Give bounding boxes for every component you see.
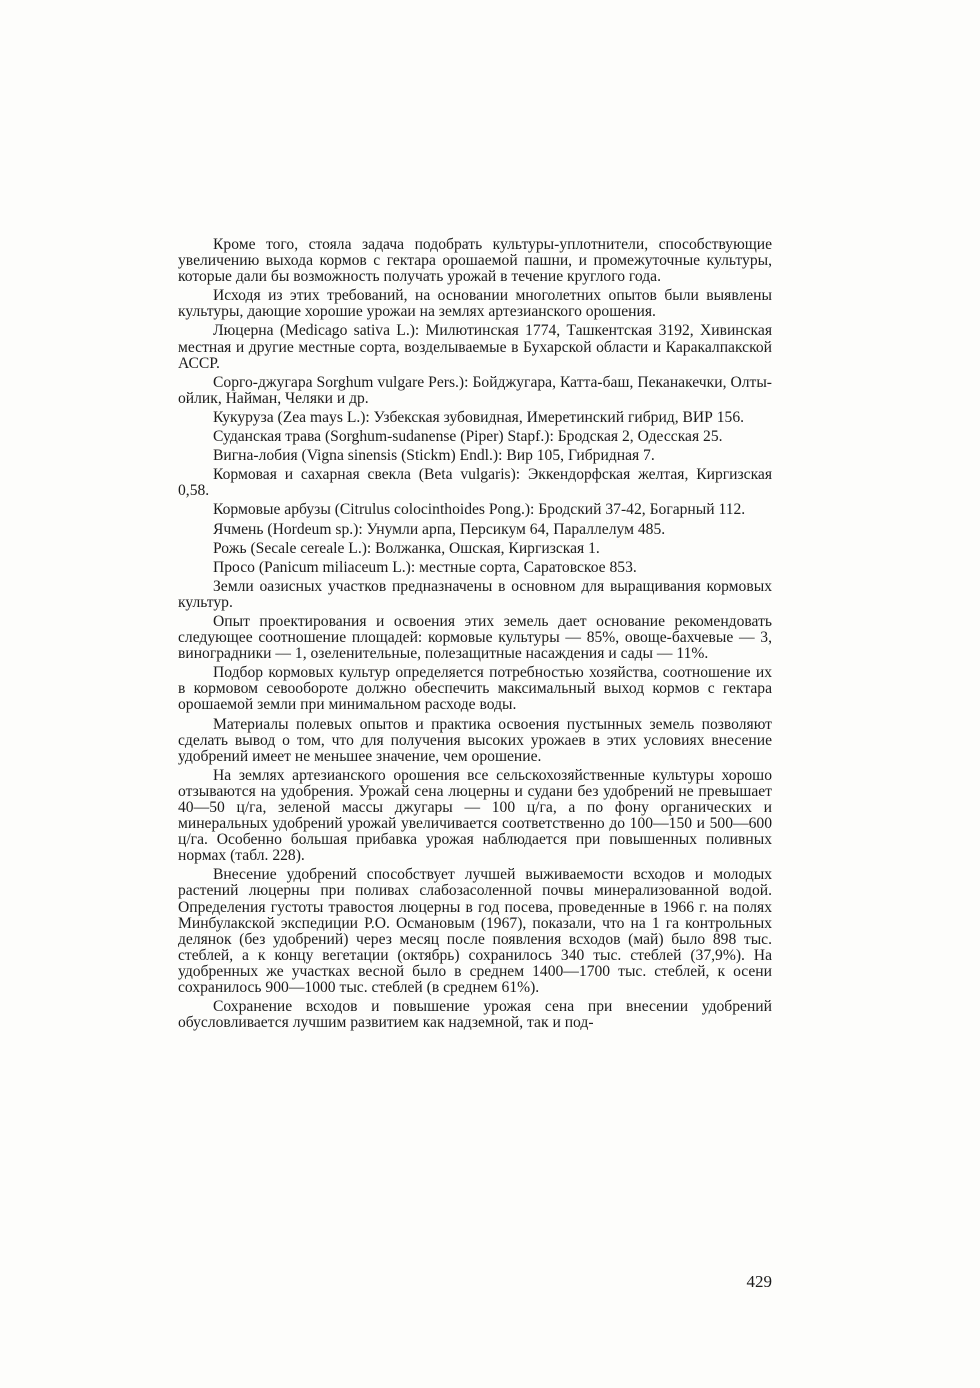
paragraph: Вигна-лобия (Vigna sinensis (Stickm) Endl.): Вир 105, Гибридная 7. — [213, 447, 655, 465]
paragraph: Земли оазисных участков предназначены в основном для выращивания кормовых культур. — [178, 577, 772, 611]
paragraph: Сорго-джугара Sorghum vulgare Pers.): Бойджугара, Катта-баш, Пеканакечки, Олты-ойлик, Найман, Челяки и др. — [178, 373, 772, 407]
paragraph: Ячмень (Hordeum sp.): Унумли арпа, Персикум 64, Параллелум 485. — [213, 520, 666, 538]
paragraph: Суданская трава (Sorghum-sudanense (Piper) Stapf.): Бродская 2, Одесская 25. — [213, 428, 723, 446]
page-number: 429 — [746, 1272, 772, 1291]
paragraph: Кормовые арбузы (Citrulus colocinthoides Pong.): Бродский 37-42, Богарный 112. — [213, 501, 746, 519]
paragraph: Опыт проектирования и освоения этих земель дает основание рекомендовать следующее соотношение площадей: кормовые культуры — 85%, овоще-бахчевые — 3, виноградники — 1, озеленительные, полезащитные насаждения и сады — 11%. — [178, 612, 772, 663]
paragraph: Кроме того, стояла задача подобрать культуры-уплотнители, способствующие увеличению выхода кормов с гектара орошаемой пашни, и промежуточные культуры, которые дали бы возможность получать урожай в течение круглого года. — [178, 236, 772, 286]
paragraph: Рожь (Secale cereale L.): Волжанка, Ошская, Киргизская 1. — [213, 539, 600, 557]
body-text — [178, 237, 772, 1034]
paragraph: Подбор кормовых культур определяется потребностью хозяйства, соотношение их в кормовом севообороте должно обеспечить максимальный выход кормов с гектара орошаемой земли при минимальном расходе воды. — [178, 664, 772, 714]
paragraph: Кукуруза (Zea mays L.): Узбекская зубовидная, Имеретинский гибрид, ВИР 156. — [213, 408, 745, 426]
paragraph: Люцерна (Medicago sativa L.): Милютинская 1774, Ташкентская 3192, Хивинская местная и другие местные сорта, возделываемые в Бухарской области и Каракалпакской АССР. — [178, 322, 772, 372]
paragraph: На землях артезианского орошения все сельскохозяйственные культуры хорошо отзываются на удобрения. Урожай сена люцерны и судани без удобрений не превышает 40—50 ц/га, зеленой массы джугары — 100 ц/га, а по фону органических и минеральных удобрений урожай увеличивается соответственно до 100—150 и 500—600 ц/га. Особенно большая прибавка урожая наблюдается при повышенных поливных нормах (табл. 228). — [178, 766, 772, 865]
paragraph: Внесение удобрений способствует лучшей выживаемости всходов и молодых растений люцерны при поливах слабозасоленной почвы минерализованной водой. Определения густоты травостоя люцерны в год посева, проведенные в 1966 г. на полях Минбулакской экспедиции Р.О. Османовым (1967), показали, что на 1 га контрольных делянок (без удобрений) через месяц после появления всходов (май) было 898 тыс. стеблей, а к концу вегетации (октябрь) сохранилось 340 тыс. стеблей (37,9%). На удобренных же участках весной было в среднем 1400—1700 тыс. стеблей, к осени сохранилось 900—1000 тыс. стеблей (в среднем 61%). — [178, 866, 772, 997]
paragraph: Кормовая и сахарная свекла (Beta vulgaris): Эккендорфская желтая, Киргизская 0,58. — [178, 466, 772, 500]
paragraph: Просо (Panicum miliaceum L.): местные сорта, Саратовское 853. — [213, 558, 637, 576]
paragraph: Сохранение всходов и повышение урожая сена при внесении удобрений обусловливается лучшим развитием как надземной, так и под- — [178, 998, 772, 1032]
paragraph: Исходя из этих требований, на основании многолетних опытов были выявлены культуры, дающие хорошие урожаи на землях артезианского орошения. — [178, 287, 772, 321]
paragraph: Материалы полевых опытов и практика освоения пустынных земель позволяют сделать вывод о том, что для получения высоких урожаев в этих условиях внесение удобрений имеет не меньшее значение, чем орошение. — [178, 715, 772, 765]
